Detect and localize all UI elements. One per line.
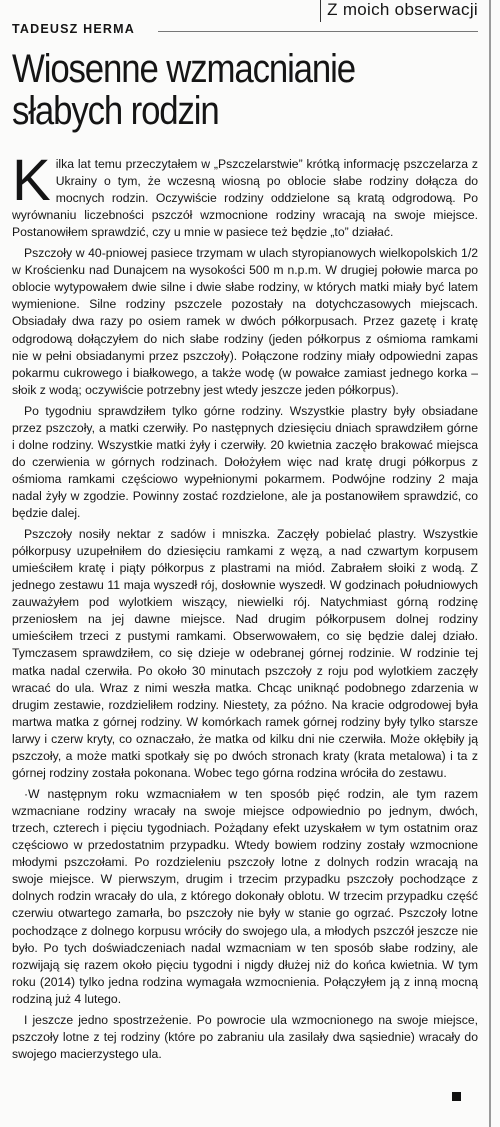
drop-cap: K (12, 148, 51, 213)
paragraph-4: Pszczoły nosiły nektar z sadów i mniszka. Zaczęły pobielać plastry. Wszystkie półkorpusy uzupełniłem do dziesięciu ramkami z węzą, a nad czwartym korpusem umieściłem kratę i piąty półkorpus z plastrami na miód. Zabrałem słoiki z wodą. Z jednego zestawu 11 maja wyszedł rój, dosłownie wyszedł. W godzinach południowych zauważyłem pod wylotkiem wiszący, niewielki rój. Natychmiast górną rodzinę przeniosłem na jej dawne miejsce. Nad drugim półkorpusem dolnej rodziny umieściłem trzeci z pustymi ramkami. Obserwowałem, co się będzie dalej działo. Tymczasem sprawdziłem, co się dzieje w odebranej górnej rodzinie. W rodzinie tej matka nadal czerwiła. Po około 30 minutach pszczoły z roju pod wylotkiem zaczęły wracać do ula. Wraz z nimi weszła matka. Chcąc uniknąć podobnego zdarzenia w drugim zestawie, rozdzieliłem rodziny. Niestety, za późno. Na kracie odgrodowej była martwa matka z górnej rodziny. W komórkach ramek górnej rodziny były tylko starsze larwy i czerw kryty, co oznaczało, że matka od kilku dni nie czerwiła. Może okłębiły ją pszczoły, a może matki spotkały się po dwóch stronach kraty (krata metalowa) i ta z górnej rodziny została pokonana. Wobec tego górna rodzina wróciła do zestawu. (12, 526, 478, 781)
paragraph-2: Pszczoły w 40-pniowej pasiece trzymam w ulach styropianowych wielkopolskich 1/2 w Krościenku nad Dunajcem na wysokości 500 m n.p.m. W drugiej połowie marca po oblocie wytypowałem dwie silne i dwie słabe rodziny, w których matki miały być latem wymienione. Silne rodziny pszczele pozostały na dotychczasowych miejscach. Obsiadały dwa razy po osiem ramek w dwóch półkorpusach. Przez gazetę i kratę odgrodową dołączyłem do nich słabe rodziny (jeden półkorpus z ośmioma ramkami nie w pełni obsiadanymi przez pszczoły). Połączone rodziny miały odpowiedni zapas pokarmu cukrowego i białkowego, a także wodę (w powałce zamiast jednego korka – słoik z wodą; oczywiście potrzebny jest wtedy jeszcze jeden półkorpus). (12, 246, 478, 397)
author-name: TADEUSZ HERMA (12, 22, 136, 36)
article-body (12, 148, 478, 1063)
column-rule (489, 0, 491, 1127)
article (12, 0, 478, 1066)
title-line-2: słabych rodzin (12, 89, 219, 133)
article-title (12, 48, 482, 132)
end-of-article-square (452, 1092, 461, 1101)
article-header (12, 0, 478, 44)
paragraph-6: I jeszcze jedno spostrzeżenie. Po powrocie ula wzmocnionego na swoje miejsce, pszczoły lotne z tej rodziny (które po zabraniu ula zasilały dwa sąsiednie) wracały do swojego macierzystego ula. (12, 1012, 478, 1061)
article-title-block (12, 48, 478, 148)
paragraph-3: Po tygodniu sprawdziłem tylko górne rodziny. Wszystkie plastry były obsiadane przez pszczoły, a matki czerwiły. Po następnych dziesięciu dniach sprawdziłem górne i dolne rodziny. Wszystkie matki żyły i czerwiły. 20 kwietnia zaczęło brakować miejsca do czerwienia w górnych rodzinach. Dołożyłem więc nad kratę drugi półkorpus z ośmioma ramkami częściowo wypełnionymi pokarmem. Podwójne rodziny 2 maja nadal żyły w zgodzie. Powinny zostać rozdzielone, ale ja postanowiłem sprawdzić, co będzie dalej. (12, 403, 478, 521)
paragraph-1-text: ilka lat temu przeczytałem w „Pszczelarstwie” krótką informację pszczelarza z Ukrainy o tym, że wczesną wiosną po oblocie słabe rodziny dołącza do mocnych rodzin. Oczywiście rodziny oddzielone są kratą odgrodową. Po wyrównaniu liczebności pszczół wzmocnione rodziny wracają na swoje miejsce. Postanowiłem sprawdzić, czy u mnie w pasiece też będzie „to” działać. (12, 157, 478, 240)
paragraph-1 (12, 148, 478, 241)
title-line-1: Wiosenne wzmacnianie (12, 47, 355, 91)
section-label: Z moich obserwacji (320, 0, 478, 22)
paragraph-5: ·W następnym roku wzmacniałem w ten sposób pięć rodzin, ale tym razem wzmacniane rodziny wracały na swoje miejsce odpowiednio po jednym, dwóch, trzech, czterech i pięciu tygodniach. Pożądany efekt uzyskałem w tym ostatnim oraz częściowo w przedostatnim przypadku. Wtedy bowiem rodziny zostały wzmocnione młodymi pszczołami. Po rozdzieleniu pszczoły lotne z dolnych rodzin wracają na swoje miejsce. W pierwszym, drugim i trzecim przypadku pszczoły pochodzące z dolnych rodzin wracały do ula, z którego dokonały oblotu. W trzecim przypadku część czerwiu otwartego zamarła, bo pszczoły nie były w stanie go ogrzać. Pszczoły lotne pochodzące z dolnego korpusu wróciły do swojego ula, a młodych pszczół jeszcze nie było. Po tych doświadczeniach nadal wzmacniam w ten sposób słabe rodziny, ale rozwijają się razem około pięciu tygodni i nigdy dłużej niż do końca kwietnia. W tym roku (2014) tylko jedna rodzina wymagała wzmocnienia. Połączyłem ją z inną mocną rodziną już 4 lutego. (12, 786, 478, 1006)
section-divider (158, 31, 478, 32)
